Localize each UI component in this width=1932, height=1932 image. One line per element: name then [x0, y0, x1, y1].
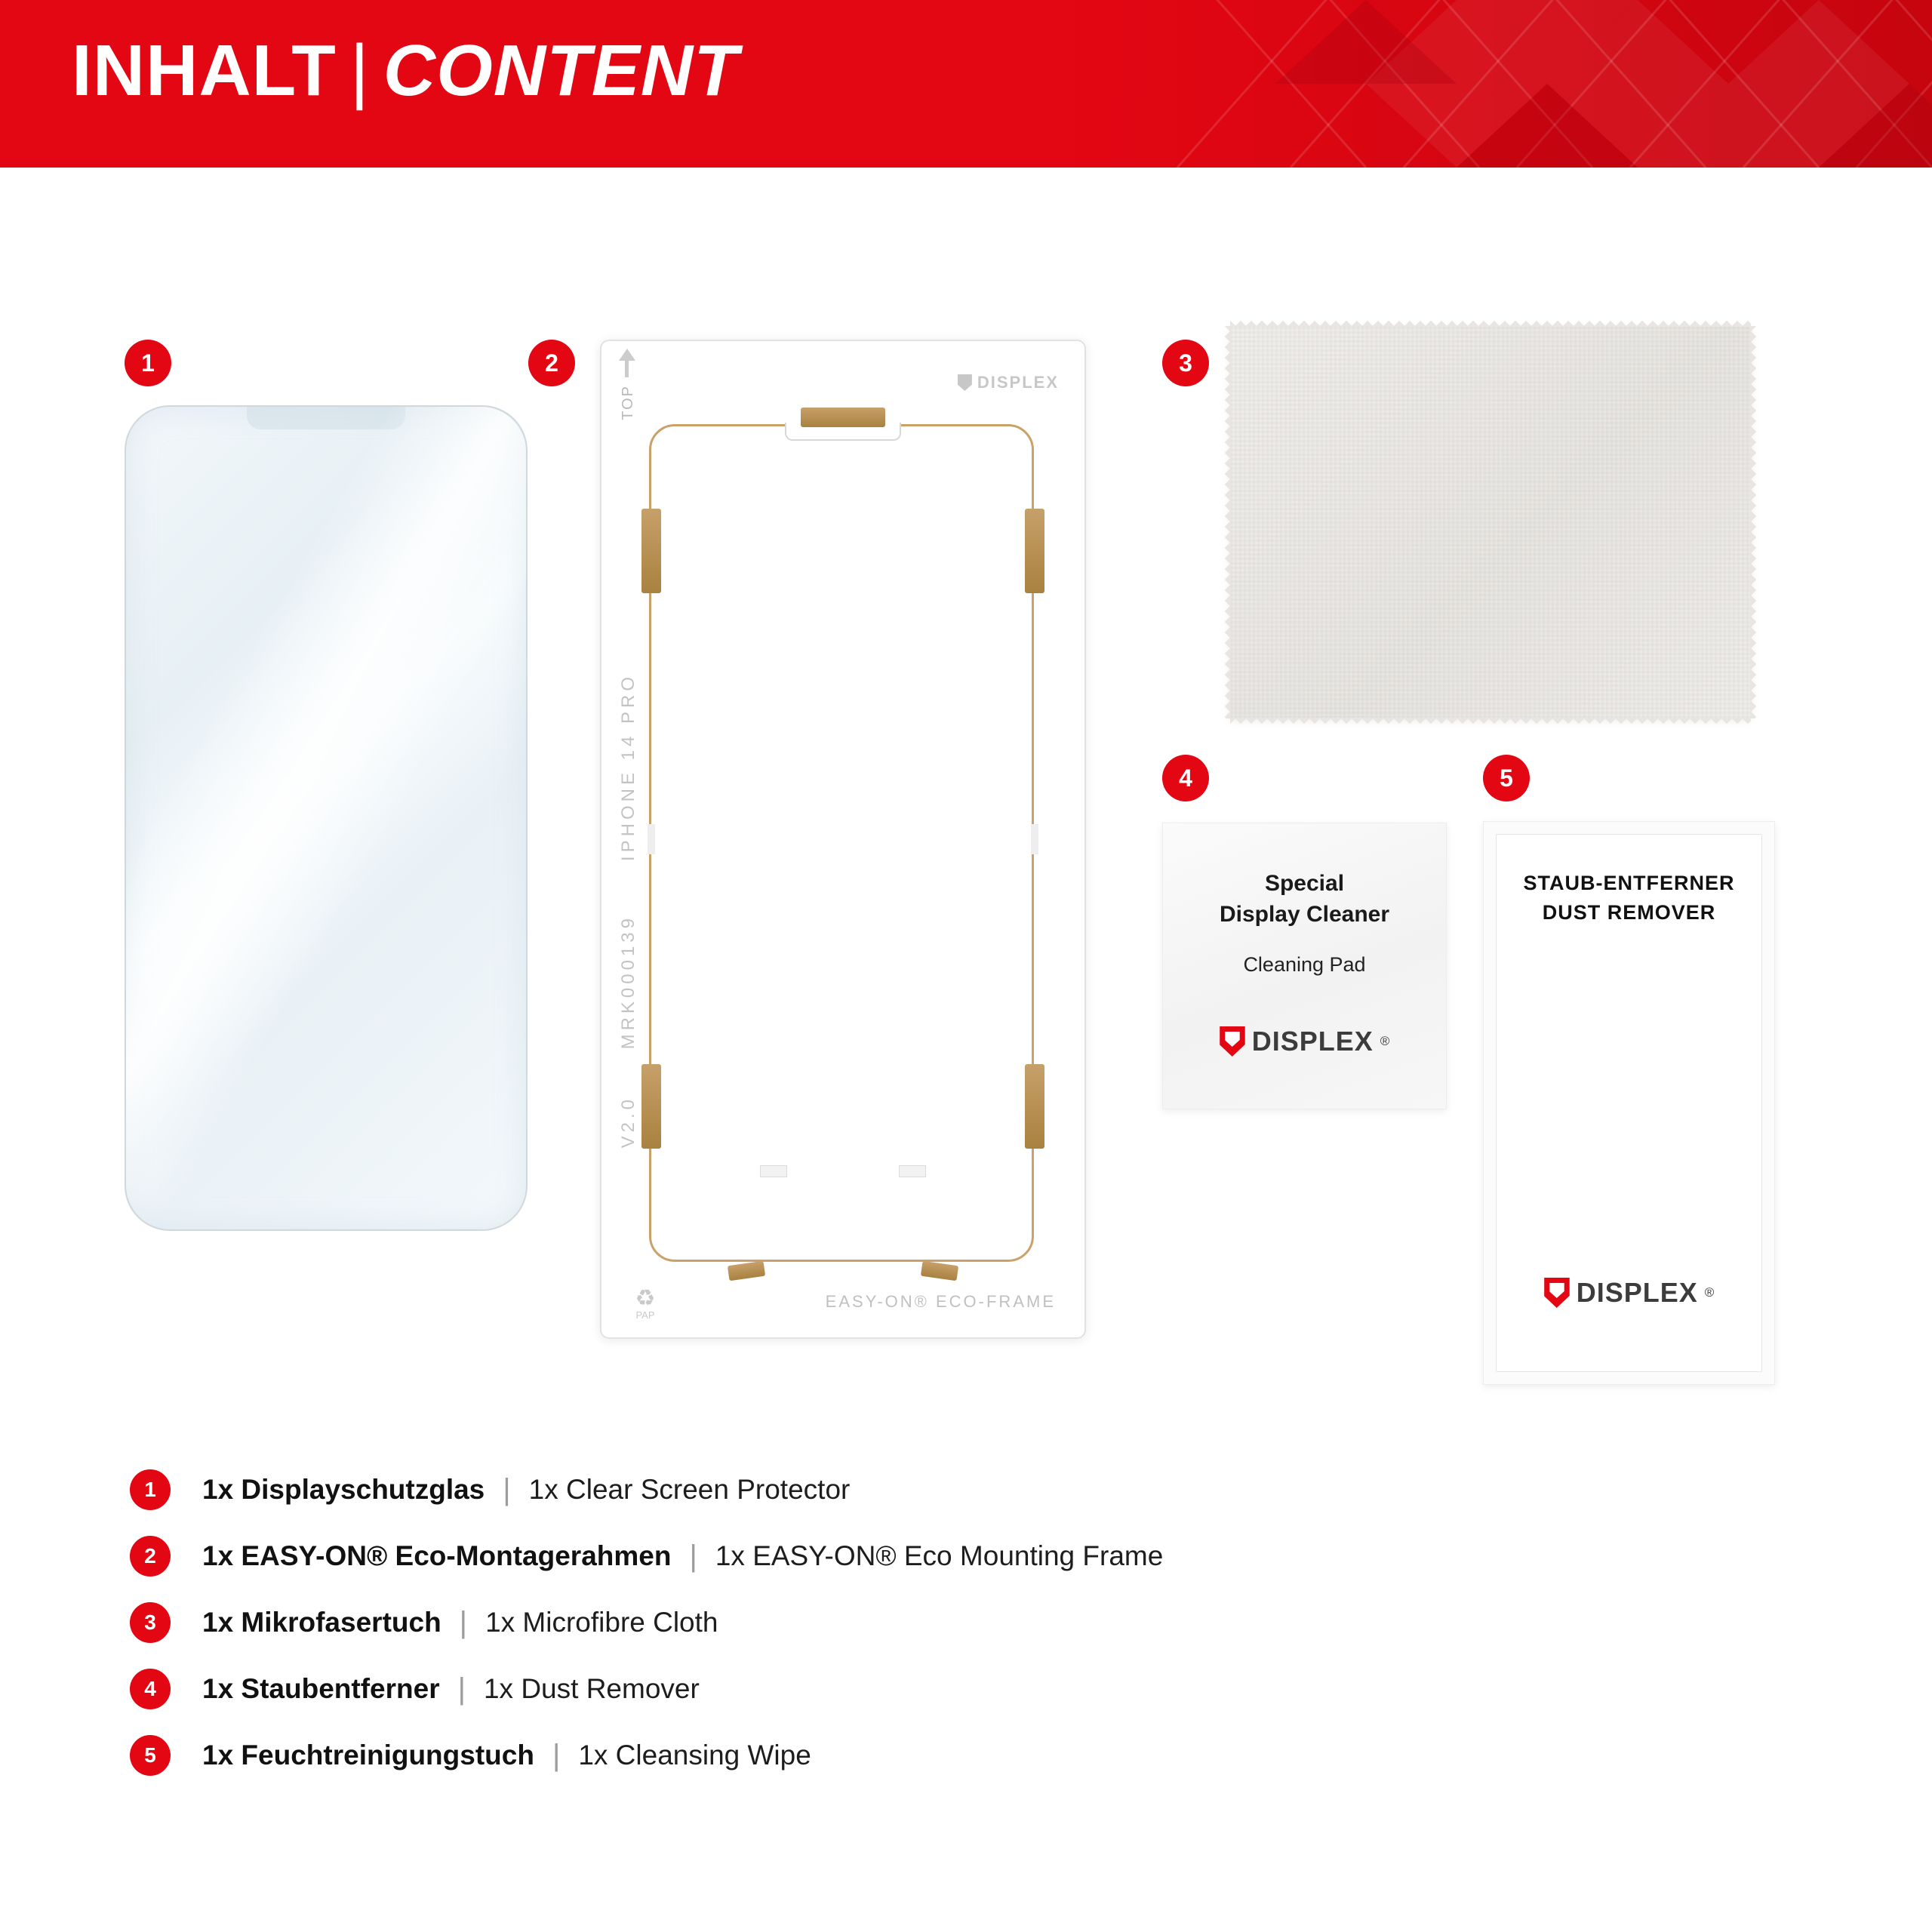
badge-4: 4: [1162, 755, 1209, 801]
legend-label-en-3: 1x Microfibre Cloth: [485, 1607, 718, 1638]
frame-brand-logo: [958, 373, 1059, 392]
sachet-subtitle: Cleaning Pad: [1243, 953, 1366, 976]
easy-on-eco-frame: [600, 340, 1086, 1339]
dust-remover-brand-registered: ®: [1704, 1285, 1715, 1300]
legend-label-en-1: 1x Clear Screen Protector: [528, 1474, 851, 1505]
legend-badge-2: 2: [130, 1536, 171, 1577]
legend-row-4: [130, 1656, 1488, 1722]
cloth-edge-right: [1750, 326, 1758, 718]
legend-label-de-3: 1x Mikrofasertuch: [202, 1607, 441, 1638]
contents-legend: [130, 1457, 1488, 1789]
dust-remover-brand-text: DISPLEX: [1576, 1277, 1698, 1308]
frame-tab-top: [801, 408, 885, 427]
screen-protector-glass: [125, 405, 528, 1231]
frame-bottom-label: EASY-ON® ECO-FRAME: [825, 1292, 1056, 1311]
cleaning-pad-sachet: [1162, 823, 1447, 1109]
badge-1: 1: [125, 340, 171, 386]
dust-remover-sleeve: [1483, 821, 1775, 1385]
sachet-brand-logo: [1220, 1026, 1390, 1057]
shield-icon: [1544, 1278, 1570, 1308]
microfibre-cloth: [1230, 326, 1751, 718]
legend-row-1: [130, 1457, 1488, 1523]
recycle-triangle-icon: ♻: [635, 1285, 656, 1311]
page-title-de: INHALT: [72, 30, 337, 111]
legend-label-de-4: 1x Staubentferner: [202, 1673, 440, 1704]
frame-tab-right-lower: [1025, 1064, 1044, 1149]
legend-divider-3: |: [459, 1605, 468, 1639]
legend-badge-4: 4: [130, 1669, 171, 1709]
legend-divider-4: |: [457, 1672, 466, 1706]
legend-label-en-5: 1x Cleansing Wipe: [578, 1740, 811, 1770]
frame-window-cutout: [649, 424, 1034, 1262]
top-arrow-icon: [619, 349, 635, 361]
page-title-separator: |: [349, 30, 370, 111]
legend-label-de-5: 1x Feuchtreinigungstuch: [202, 1740, 534, 1770]
legend-label-de-2: 1x EASY-ON® Eco-Montagerahmen: [202, 1540, 672, 1571]
frame-version: V2.0: [618, 1096, 638, 1149]
frame-tab-left-lower: [641, 1064, 661, 1149]
page-header: [0, 0, 1932, 168]
sachet-brand-text: DISPLEX: [1251, 1026, 1374, 1057]
legend-label-de-1: 1x Displayschutzglas: [202, 1474, 485, 1505]
sachet-title-line2: Display Cleaner: [1219, 901, 1390, 927]
legend-badge-3: 3: [130, 1602, 171, 1643]
legend-row-3: [130, 1589, 1488, 1656]
legend-divider-2: |: [689, 1539, 697, 1573]
frame-bottom-clip-right: [899, 1165, 926, 1177]
badge-3: 3: [1162, 340, 1209, 386]
dust-remover-brand-logo: [1544, 1277, 1715, 1309]
cloth-edge-left: [1223, 326, 1231, 718]
frame-tab-bottom-right: [921, 1261, 958, 1281]
badge-2: 2: [528, 340, 575, 386]
dust-remover-title: [1484, 869, 1774, 928]
frame-top-label: TOP: [620, 385, 636, 420]
page-title-en: CONTENT: [383, 30, 739, 111]
legend-badge-5: 5: [130, 1735, 171, 1776]
top-arrow-stem-icon: [625, 361, 629, 377]
sachet-title: [1163, 869, 1446, 930]
legend-row-2: [130, 1523, 1488, 1589]
shield-icon: [958, 374, 972, 391]
recycle-icon: [624, 1287, 666, 1321]
frame-brand-text: DISPLEX: [977, 373, 1059, 392]
frame-article-code: MRK000139: [618, 915, 638, 1050]
shield-icon: [1220, 1026, 1245, 1057]
sachet-title-line1: Special: [1264, 871, 1345, 896]
frame-tab-right-upper: [1025, 509, 1044, 593]
badge-5: 5: [1483, 755, 1530, 801]
dust-remover-title-en: DUST REMOVER: [1542, 901, 1716, 924]
legend-row-5: [130, 1722, 1488, 1789]
legend-label-en-4: 1x Dust Remover: [483, 1673, 700, 1704]
legend-label-en-2: 1x EASY-ON® Eco Mounting Frame: [715, 1540, 1164, 1571]
legend-divider-1: |: [503, 1472, 511, 1506]
recycle-label: PAP: [635, 1309, 655, 1321]
frame-side-nick-left: [648, 824, 655, 854]
legend-badge-1: 1: [130, 1469, 171, 1510]
frame-side-nick-right: [1031, 824, 1038, 854]
header-diamond-pattern: [1064, 0, 1932, 168]
frame-tab-left-upper: [641, 509, 661, 593]
page-title: [72, 30, 739, 111]
frame-tab-bottom-left: [728, 1261, 765, 1281]
dust-remover-title-de: STAUB-ENTFERNER: [1523, 872, 1735, 894]
legend-divider-5: |: [552, 1738, 561, 1772]
frame-bottom-clip-left: [760, 1165, 787, 1177]
sachet-brand-registered: ®: [1380, 1034, 1390, 1048]
frame-device-model: IPHONE 14 PRO: [618, 673, 638, 862]
glass-reflection: [126, 407, 526, 1229]
